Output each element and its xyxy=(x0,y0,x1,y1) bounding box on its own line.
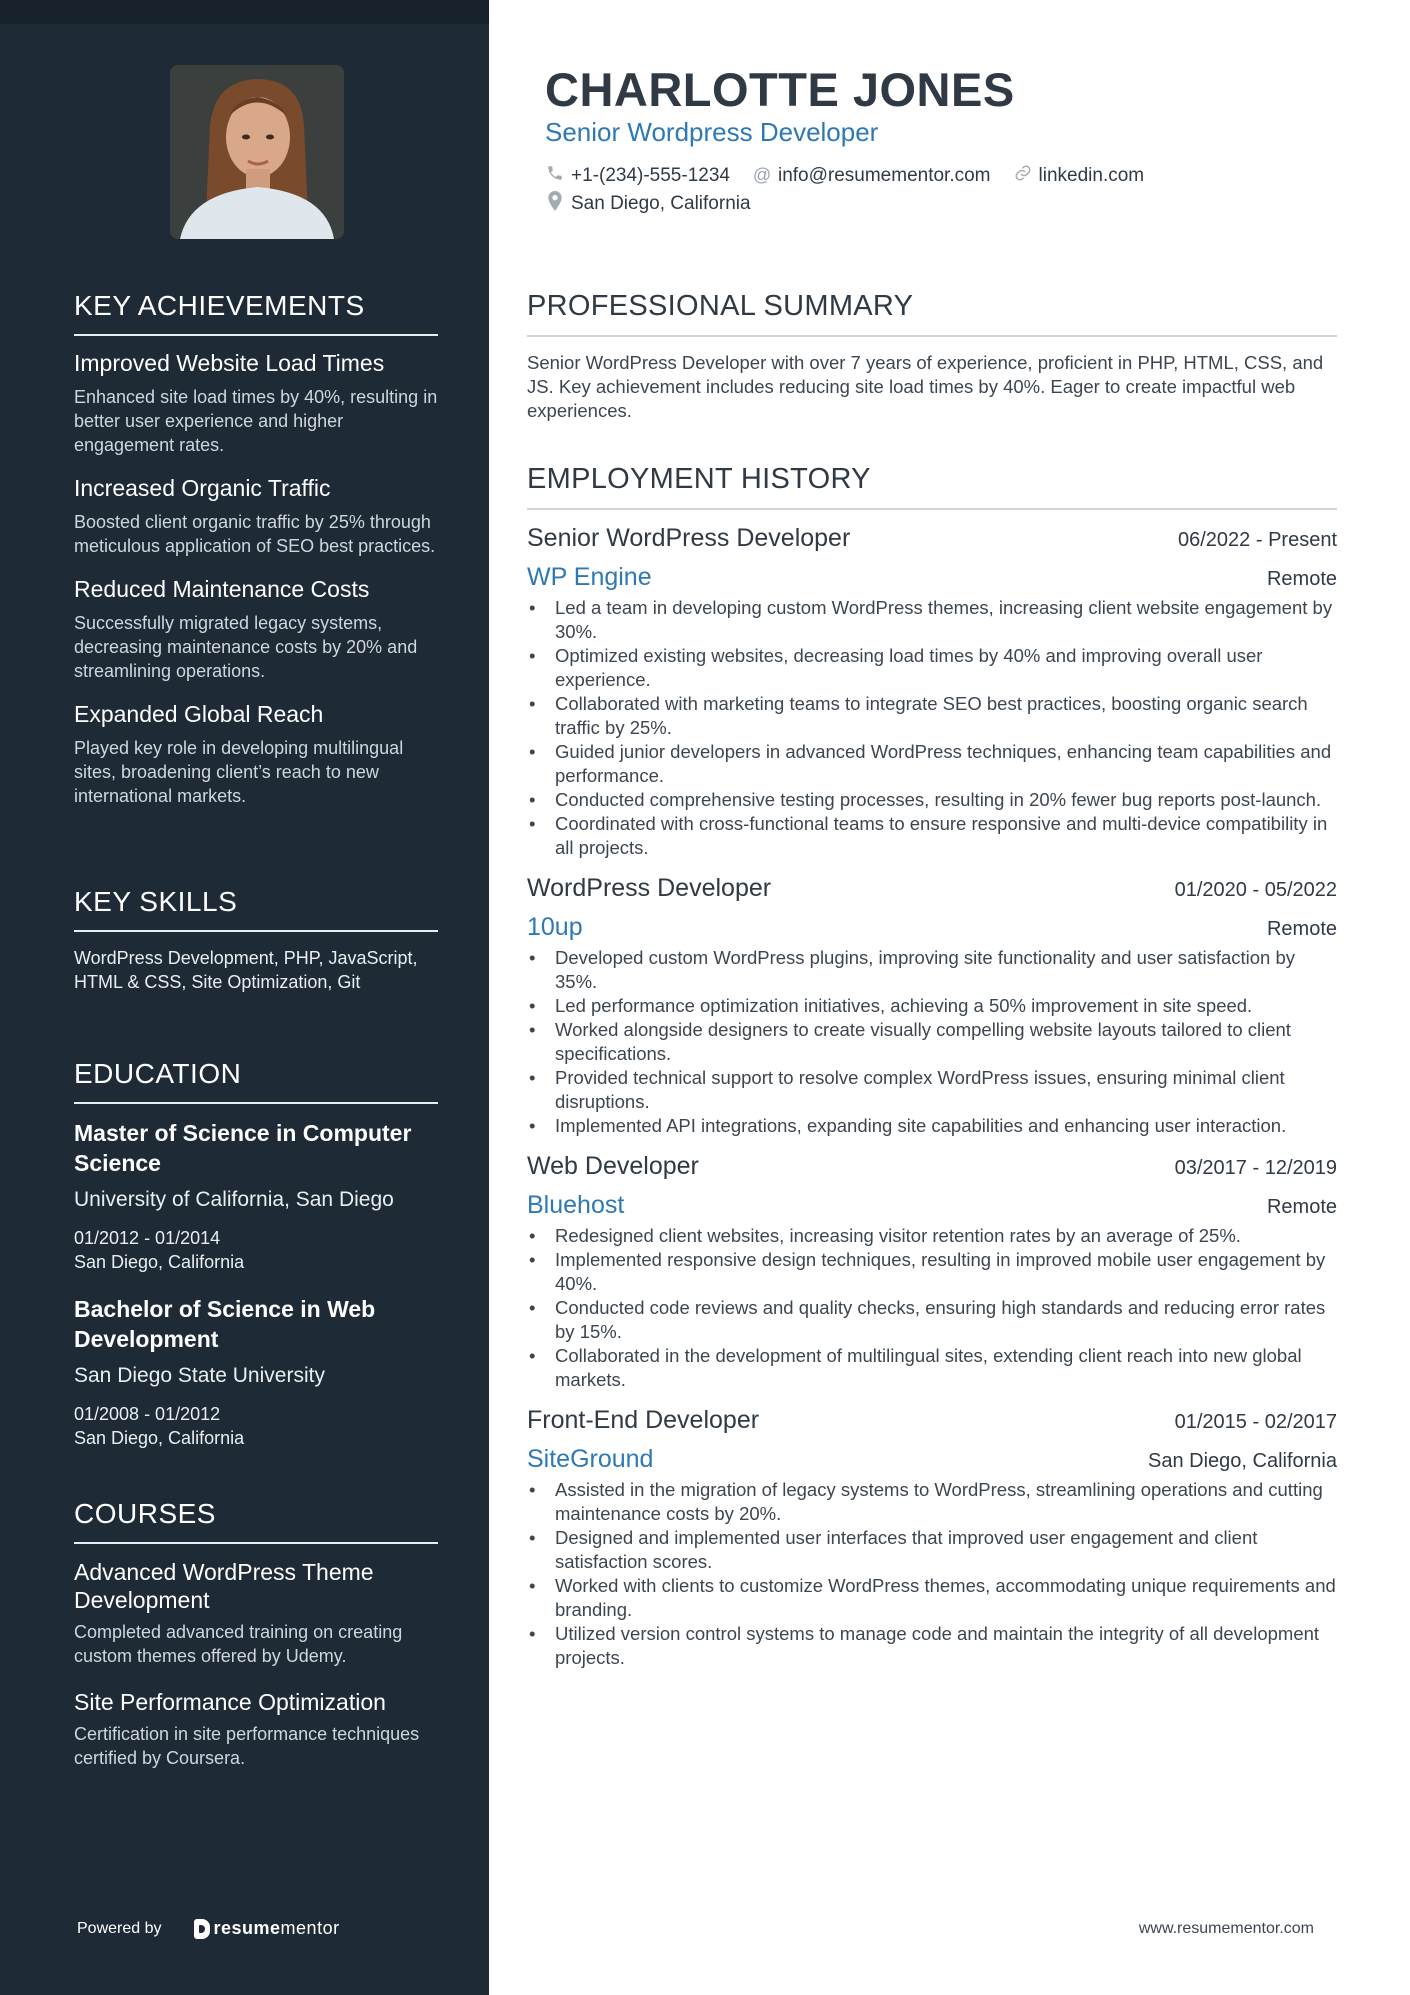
education-section xyxy=(74,1058,438,1470)
job-dates: 03/2017 - 12/2019 xyxy=(1174,1157,1337,1179)
contact-location xyxy=(545,191,751,216)
education-dates: 01/2012 - 01/2014 xyxy=(74,1228,221,1248)
contact-email[interactable] xyxy=(752,165,991,187)
course-description: Certification in site performance techniques certified by Coursera. xyxy=(74,1724,420,1768)
achievement-description: Successfully migrated legacy systems, decreasing maintenance costs by 20% and streamlining operations. xyxy=(74,613,418,681)
job-bullet: • Optimized existing websites, decreasing load times by 40% and improving overall user experience. xyxy=(527,644,1337,692)
achievement-item xyxy=(74,350,438,457)
key-skills-section xyxy=(74,886,438,994)
education-degree: Master of Science in Computer Science xyxy=(74,1120,412,1176)
education-heading: EDUCATION xyxy=(74,1058,438,1104)
job-entry xyxy=(527,874,1337,1138)
education-meta xyxy=(74,1402,438,1450)
achievement-title: Increased Organic Traffic xyxy=(74,475,331,501)
job-location: Remote xyxy=(1266,568,1337,590)
job-dates: 06/2022 - Present xyxy=(1178,529,1337,551)
contact-row-location xyxy=(545,191,773,216)
job-bullet: • Provided technical support to resolve complex WordPress issues, ensuring minimal client disruptions. xyxy=(527,1066,1337,1114)
footer-website-link[interactable]: www.resumementor.com xyxy=(1138,1920,1314,1937)
job-entry xyxy=(527,1406,1337,1670)
job-title: Web Developer xyxy=(527,1152,699,1180)
job-location: San Diego, California xyxy=(1148,1450,1337,1472)
location-text: San Diego, California xyxy=(571,192,751,214)
contact-row xyxy=(545,164,1166,187)
job-title: WordPress Developer xyxy=(527,874,772,902)
link-icon xyxy=(1013,164,1033,187)
achievement-item xyxy=(74,576,438,683)
candidate-role: Senior Wordpress Developer xyxy=(545,117,879,147)
job-location: Remote xyxy=(1266,1196,1337,1218)
education-location: San Diego, California xyxy=(74,1252,245,1272)
job-bullets xyxy=(527,1224,1337,1392)
job-bullet: • Worked with clients to customize WordPress themes, accommodating unique requirements and branding. xyxy=(527,1574,1337,1622)
course-title: Site Performance Optimization xyxy=(74,1689,386,1715)
brand-light-text: mentor xyxy=(280,1918,340,1938)
courses-heading: COURSES xyxy=(74,1498,438,1544)
job-entry xyxy=(527,524,1337,860)
phone-text: +1-(234)-555-1234 xyxy=(571,164,730,186)
job-bullet: • Led a team in developing custom WordPress themes, increasing client website engagement by 30%. xyxy=(527,596,1337,644)
achievement-title: Reduced Maintenance Costs xyxy=(74,576,370,602)
job-title: Front-End Developer xyxy=(527,1406,760,1434)
job-bullet: • Conducted code reviews and quality checks, ensuring high standards and reducing error rates by 15%. xyxy=(527,1296,1337,1344)
job-company: Bluehost xyxy=(527,1191,625,1219)
education-degree: Bachelor of Science in Web Development xyxy=(74,1296,376,1352)
profile-photo-illustration xyxy=(170,65,344,239)
achievement-item xyxy=(74,475,438,558)
sidebar-top-bar xyxy=(0,0,489,24)
job-dates: 01/2015 - 02/2017 xyxy=(1174,1411,1337,1433)
resumementor-logo[interactable] xyxy=(194,1918,340,1939)
contact-linkedin[interactable] xyxy=(1013,164,1145,187)
job-bullet: • Led performance optimization initiatives, achieving a 50% improvement in site speed. xyxy=(527,994,1337,1018)
job-bullet: • Developed custom WordPress plugins, improving site functionality and user satisfaction by 35%. xyxy=(527,946,1337,994)
linkedin-text: linkedin.com xyxy=(1038,164,1145,186)
key-achievements-heading: KEY ACHIEVEMENTS xyxy=(74,290,438,336)
contact-phone[interactable] xyxy=(545,164,730,187)
location-pin-icon xyxy=(545,191,565,216)
job-entry xyxy=(527,1152,1337,1392)
course-item xyxy=(74,1688,438,1770)
job-bullet: • Utilized version control systems to manage code and maintain the integrity of all development projects. xyxy=(527,1622,1337,1670)
job-bullet: • Collaborated in the development of multilingual sites, extending client reach into new global markets. xyxy=(527,1344,1337,1392)
job-bullet: • Assisted in the migration of legacy systems to WordPress, streamlining operations and cutting maintenance costs by 20%. xyxy=(527,1478,1337,1526)
job-company: SiteGround xyxy=(527,1445,654,1473)
job-bullet: • Guided junior developers in advanced WordPress techniques, enhancing team capabilities and performance. xyxy=(527,740,1337,788)
email-text: info@resumementor.com xyxy=(777,164,991,186)
job-bullets xyxy=(527,1478,1337,1670)
brand-bold-text: resume xyxy=(213,1918,281,1938)
candidate-name: CHARLOTTE JONES xyxy=(545,63,1015,116)
job-bullets xyxy=(527,946,1337,1138)
at-sign-icon: @ xyxy=(752,165,772,185)
job-bullet: • Implemented responsive design techniques, resulting in improved mobile user engagement by 40%. xyxy=(527,1248,1337,1296)
powered-by-label: Powered by xyxy=(77,1919,162,1937)
job-bullet: • Designed and implemented user interfaces that improved user engagement and client satisfaction scores. xyxy=(527,1526,1337,1574)
education-item xyxy=(74,1118,438,1274)
job-bullet: • Conducted comprehensive testing processes, resulting in 20% fewer bug reports post-launch. xyxy=(527,788,1337,812)
job-company: WP Engine xyxy=(527,563,652,591)
education-item xyxy=(74,1294,438,1450)
powered-by xyxy=(77,1918,340,1939)
courses-section xyxy=(74,1498,438,1790)
employment-history-heading: EMPLOYMENT HISTORY xyxy=(527,463,1337,510)
professional-summary-text: Senior WordPress Developer with over 7 years of experience, proficient in PHP, HTML, CSS, and JS. Key achievement includes reducing site load times by 40%. Eager to create impactful web experiences. xyxy=(527,352,1324,421)
key-skills-heading: KEY SKILLS xyxy=(74,886,438,932)
education-school: University of California, San Diego xyxy=(74,1188,394,1211)
job-bullet: • Implemented API integrations, expanding site capabilities and enhancing user interaction. xyxy=(527,1114,1337,1138)
education-meta xyxy=(74,1226,438,1274)
course-item xyxy=(74,1558,438,1668)
phone-icon xyxy=(545,164,565,187)
professional-summary-heading: PROFESSIONAL SUMMARY xyxy=(527,290,1337,337)
job-bullet: • Coordinated with cross-functional teams to ensure responsive and multi-device compatibility in all projects. xyxy=(527,812,1337,860)
achievement-item xyxy=(74,701,438,808)
education-school: San Diego State University xyxy=(74,1364,325,1387)
key-achievements-section xyxy=(74,290,438,826)
achievement-title: Improved Website Load Times xyxy=(74,350,385,376)
job-location: Remote xyxy=(1266,918,1337,940)
job-bullet: • Worked alongside designers to create visually compelling website layouts tailored to client specifications. xyxy=(527,1018,1337,1066)
employment-history-section xyxy=(527,463,1337,1684)
resumementor-logo-icon xyxy=(194,1919,210,1939)
sidebar xyxy=(0,0,489,1995)
education-location: San Diego, California xyxy=(74,1428,245,1448)
job-bullet: • Redesigned client websites, increasing visitor retention rates by an average of 25%. xyxy=(527,1224,1337,1248)
job-title: Senior WordPress Developer xyxy=(527,524,851,552)
achievement-description: Boosted client organic traffic by 25% through meticulous application of SEO best practices. xyxy=(74,512,436,556)
professional-summary-section xyxy=(527,290,1337,423)
skills-list: WordPress Development, PHP, JavaScript, HTML & CSS, Site Optimization, Git xyxy=(74,948,418,992)
achievement-title: Expanded Global Reach xyxy=(74,701,324,727)
course-description: Completed advanced training on creating custom themes offered by Udemy. xyxy=(74,1622,403,1666)
achievement-description: Played key role in developing multilingual sites, broadening client’s reach to new international markets. xyxy=(74,738,404,806)
profile-photo xyxy=(170,65,344,239)
job-bullets xyxy=(527,596,1337,860)
job-company: 10up xyxy=(527,913,583,941)
job-bullet: • Collaborated with marketing teams to integrate SEO best practices, boosting organic search traffic by 25%. xyxy=(527,692,1337,740)
job-dates: 01/2020 - 05/2022 xyxy=(1174,879,1337,901)
achievement-description: Enhanced site load times by 40%, resulting in better user experience and higher engagement rates. xyxy=(74,387,438,455)
education-dates: 01/2008 - 01/2012 xyxy=(74,1404,221,1424)
course-title: Advanced WordPress Theme Development xyxy=(74,1559,374,1613)
